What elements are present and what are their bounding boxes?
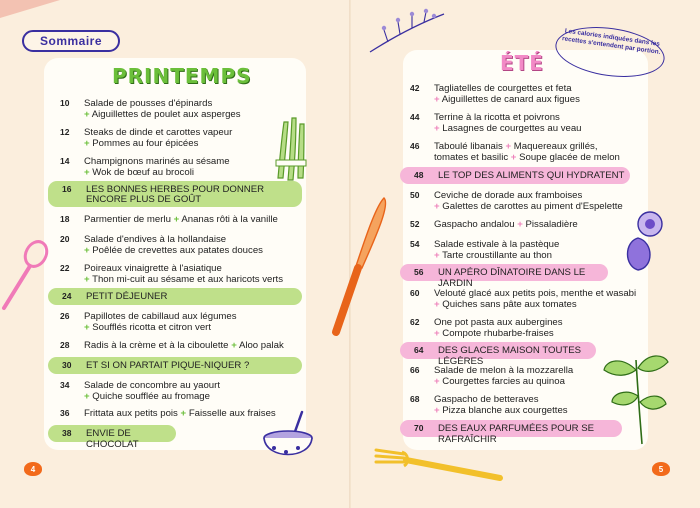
page-ref: 28 — [60, 340, 70, 350]
recipe-title: One pot pasta aux aubergines — [434, 317, 563, 328]
toc-section-band[interactable] — [48, 288, 302, 305]
recipe-title: Soufflés ricotta et citron vert — [92, 322, 212, 333]
recipe-title: Salade de melon à la mozzarella — [434, 365, 574, 376]
recipe-title: Salade d'endives à la hollandaise — [84, 234, 227, 245]
recipe-title: Tagliatelles de courgettes et feta — [434, 83, 572, 94]
recipe-title: Taboulé libanais — [434, 141, 503, 152]
toc-section-band[interactable] — [400, 167, 630, 184]
page-ref: 70 — [414, 423, 424, 433]
plus-icon: + — [434, 328, 440, 339]
section-title: LE TOP DES ALIMENTS QUI HYDRATENT — [438, 170, 625, 181]
section-title: UN APÉRO DÎNATOIRE DANS LE JARDIN — [438, 267, 586, 289]
recipe-title: Poêlée de crevettes aux patates douces — [92, 245, 263, 256]
bowl-illustration — [258, 410, 322, 472]
page-ref: 24 — [62, 291, 72, 301]
recipe-title: Gaspacho andalou — [434, 219, 515, 230]
spoon-illustration — [0, 238, 52, 312]
recipe-title: tomates et basilic — [434, 152, 509, 163]
plus-icon: + — [505, 141, 512, 152]
page-ref: 14 — [60, 156, 70, 166]
page-ref: 54 — [410, 239, 420, 249]
page-ref: 60 — [410, 288, 420, 298]
page-ref: 26 — [60, 311, 70, 321]
page-ref: 22 — [60, 263, 70, 273]
fork-illustration — [374, 442, 504, 482]
recipe-title: Papillotes de cabillaud aux légumes — [84, 311, 237, 322]
page-ref: 18 — [60, 214, 70, 224]
season-title-printemps: PRINTEMPS — [112, 64, 252, 88]
page-ref: 52 — [410, 219, 420, 229]
page-ref: 38 — [62, 428, 72, 438]
toc-section-band[interactable] — [48, 357, 302, 374]
page-ref: 46 — [410, 141, 420, 151]
page-ref: 42 — [410, 83, 420, 93]
plus-icon: + — [510, 152, 517, 163]
season-title-ete: ÉTÉ — [500, 51, 544, 75]
section-title: ET SI ON PARTAIT PIQUE-NIQUER ? — [86, 360, 250, 371]
plus-icon: + — [517, 219, 523, 230]
page-number-right: 5 — [652, 462, 670, 476]
toc-section-band[interactable] — [48, 181, 302, 207]
recipe-title: Courgettes farcies au quinoa — [442, 376, 565, 387]
recipe-title: Poireaux vinaigrette à l'asiatique — [84, 263, 222, 274]
recipe-title: Steaks de dinde et carottes vapeur — [84, 127, 233, 138]
page-ref: 68 — [410, 394, 420, 404]
recipe-title: Salade de pousses d'épinards — [84, 98, 213, 109]
plus-icon: + — [434, 123, 440, 134]
knife-illustration — [326, 192, 396, 340]
recipe-title: Salade estivale à la pastèque — [434, 239, 560, 250]
recipe-title: Ceviche de dorade aux framboises — [434, 190, 583, 201]
section-title: DES EAUX PARFUMÉES POUR SE RAFRAÎCHIR — [438, 423, 595, 445]
section-title: LES BONNES HERBES POUR DONNER — [86, 184, 265, 195]
basil-illustration — [602, 350, 672, 446]
section-title: DES GLACES MAISON TOUTES LÉGÈRES — [438, 345, 582, 367]
recipe-title: Compote rhubarbe-fraises — [442, 328, 554, 339]
page-number-left: 4 — [24, 462, 42, 476]
recipe-title: Pissaladière — [525, 219, 578, 230]
plus-icon: + — [434, 299, 440, 310]
toc-section-band[interactable] — [400, 420, 622, 445]
section-title: PETIT DÉJEUNER — [86, 291, 168, 302]
page-ref: 12 — [60, 127, 70, 137]
sommaire-header: Sommaire — [22, 30, 120, 52]
plus-icon: + — [84, 391, 90, 402]
page-ref: 62 — [410, 317, 420, 327]
plus-icon: + — [84, 138, 90, 149]
recipe-title: Parmentier de merlu — [84, 214, 171, 225]
page-ref: 64 — [414, 345, 424, 355]
plus-icon: + — [84, 274, 90, 285]
recipe-title: Velouté glacé aux petits pois, menthe et wasabi — [434, 288, 637, 299]
recipe-title: Thon mi-cuit au sésame et aux haricots verts — [92, 274, 283, 285]
recipe-title: Champignons marinés au sésame — [84, 156, 230, 167]
toc-section-band[interactable] — [400, 342, 596, 367]
page-ref: 50 — [410, 190, 420, 200]
plus-icon: + — [180, 408, 187, 419]
page-ref: 56 — [414, 267, 424, 277]
recipe-title: Aiguillettes de canard aux figues — [441, 94, 580, 105]
asparagus-illustration — [272, 116, 312, 184]
page-ref: 30 — [62, 360, 72, 370]
plus-icon: + — [173, 214, 180, 225]
recipe-title: Maquereaux grillés, — [513, 141, 598, 152]
calories-note: Les calories indiquées dans les recettes s'entendent par portion. — [561, 27, 661, 56]
page-ref: 20 — [60, 234, 70, 244]
recipe-title: Tarte croustillante au thon — [442, 250, 552, 261]
plus-icon: + — [434, 94, 440, 105]
fig-illustration — [620, 208, 666, 274]
page-ref: 34 — [60, 380, 70, 390]
page-ref: 66 — [410, 365, 420, 375]
corner-decoration — [0, 0, 60, 18]
plus-icon: + — [84, 322, 90, 333]
page-ref: 16 — [62, 184, 72, 194]
page-ref: 44 — [410, 112, 420, 122]
plus-icon: + — [84, 245, 90, 256]
plus-icon: + — [231, 340, 237, 351]
recipe-title: Salade de concombre au yaourt — [84, 380, 220, 391]
recipe-title: Aiguillettes de poulet aux asperges — [91, 109, 241, 120]
lavender-illustration — [368, 8, 448, 56]
recipe-title: Faisselle aux fraises — [188, 408, 276, 419]
recipe-title: Frittata aux petits pois — [84, 408, 178, 419]
recipe-title: Soupe glacée de melon — [519, 152, 620, 163]
plus-icon: + — [84, 167, 90, 178]
plus-icon: + — [434, 405, 440, 416]
recipe-title: Galettes de carottes au piment d'Espelette — [442, 201, 623, 212]
recipe-title: Quiche soufflée au fromage — [92, 391, 210, 402]
recipe-title: Terrine à la ricotta et poivrons — [434, 112, 560, 123]
recipe-title: Radis à la crème et à la ciboulette — [84, 340, 229, 351]
section-title: ENVIE DE CHOCOLAT — [86, 428, 139, 450]
recipe-title: Wok de bœuf au brocoli — [92, 167, 194, 178]
recipe-title: Pommes au four épicées — [92, 138, 199, 149]
plus-icon: + — [84, 109, 90, 120]
toc-section-band[interactable] — [48, 425, 176, 450]
section-title: ENCORE PLUS DE GOÛT — [86, 194, 202, 205]
plus-icon: + — [434, 250, 440, 261]
recipe-title: Aloo palak — [238, 340, 284, 351]
recipe-title: Pizza blanche aux courgettes — [442, 405, 568, 416]
plus-icon: + — [434, 376, 440, 387]
recipe-title: Ananas rôti à la vanille — [181, 214, 278, 225]
recipe-title: Gaspacho de betteraves — [434, 394, 539, 405]
page-ref: 36 — [60, 408, 70, 418]
page-ref: 48 — [414, 170, 424, 180]
recipe-title: Lasagnes de courgettes au veau — [442, 123, 582, 134]
toc-section-band[interactable] — [400, 264, 608, 289]
page-ref: 10 — [60, 98, 70, 108]
plus-icon: + — [434, 201, 440, 212]
recipe-title: Quiches sans pâte aux tomates — [442, 299, 577, 310]
